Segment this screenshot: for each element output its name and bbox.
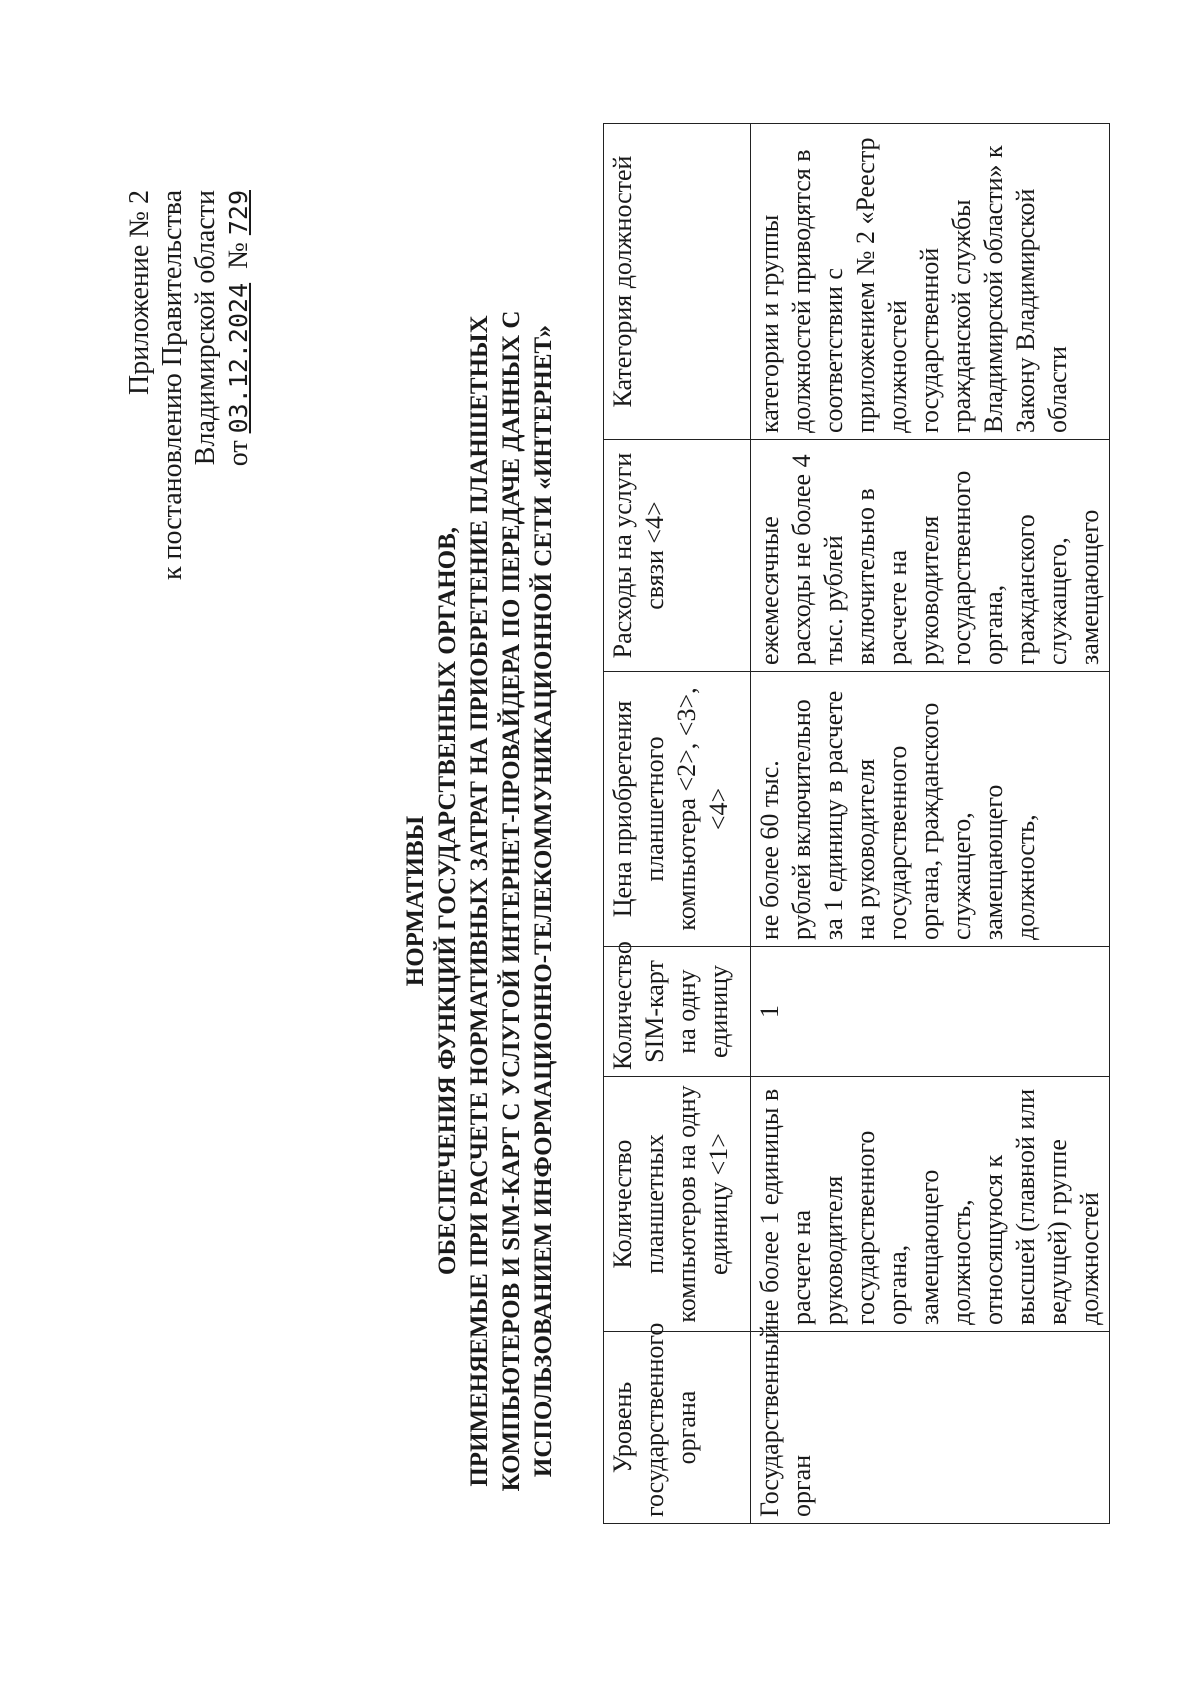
table-row (751, 124, 1110, 1524)
title-line-5: ИСПОЛЬЗОВАНИЕМ ИНФОРМАЦИОННО-ТЕЛЕКОММУНИКАЦИОННОЙ СЕТИ «ИНТЕРНЕТ» (530, 324, 557, 1478)
table-cell: не более 1 единицы в расчете на руководителя государственного органа, замещающего должность, относящуюся к высшей (главной или ведущей) группе должностей (751, 1077, 1110, 1332)
title-line-3: ПРИМЕНЯЕМЫЕ ПРИ РАСЧЕТЕ НОРМАТИВНЫХ ЗАТРАТ НА ПРИОБРЕТЕНИЕ ПЛАНШЕТНЫХ (466, 315, 493, 1487)
norms-table (603, 123, 1110, 1524)
table-header-row (604, 124, 751, 1524)
header-cell: Категория должностей (604, 124, 751, 440)
document-title (400, 276, 560, 1526)
title-line-4: КОМПЬЮТЕРОВ И SIM-КАРТ С УСЛУГОЙ ИНТЕРНЕТ-ПРОВАЙДЕРА ПО ПЕРЕДАЧЕ ДАННЫХ С (498, 310, 525, 1492)
table-cell: Государственный орган (751, 1332, 1110, 1524)
appendix-block (123, 190, 255, 580)
table-cell: категории и группы должностей приводятся в соответствии с приложением № 2 «Реестр должностей государственной гражданской службы Владимирской области» к Закону Владимирской области (751, 124, 1110, 440)
table-cell: не более 60 тыс. рублей включительно за 1 единицу в расчете на руководителя государственного органа, гражданского служащего, замещающего должность, (751, 672, 1110, 947)
header-cell: Уровень государственного органа (604, 1332, 751, 1524)
date-prefix: от (223, 440, 254, 467)
title-line-2: ОБЕСПЕЧЕНИЯ ФУНКЦИЙ ГОСУДАРСТВЕННЫХ ОРГАНОВ, (434, 526, 461, 1276)
number-prefix: № (223, 242, 254, 269)
header-cell: Количество SIM-карт на одну единицу (604, 947, 751, 1077)
document-date: 03.12.2024 (224, 282, 253, 434)
appendix-date-line (222, 190, 255, 580)
document-number: 729 (224, 190, 253, 236)
appendix-line-1: Приложение № 2 (124, 190, 155, 395)
header-cell: Расходы на услуги связи <4> (604, 440, 751, 672)
title-line-1: НОРМАТИВЫ (402, 815, 429, 987)
header-cell: Цена приобретения планшетного компьютера <2>, <3>, <4> (604, 672, 751, 947)
appendix-line-3: Владимирской области (190, 190, 221, 466)
header-cell: Количество планшетных компьютеров на одну единицу <1> (604, 1077, 751, 1332)
table-cell: ежемесячные расходы не более 4 тыс. рублей включительно в расчете на руководителя государственного органа, гражданского служащего, замещающего (751, 440, 1110, 672)
appendix-line-2: к постановлению Правительства (157, 190, 188, 581)
table-cell: 1 (751, 947, 1110, 1077)
